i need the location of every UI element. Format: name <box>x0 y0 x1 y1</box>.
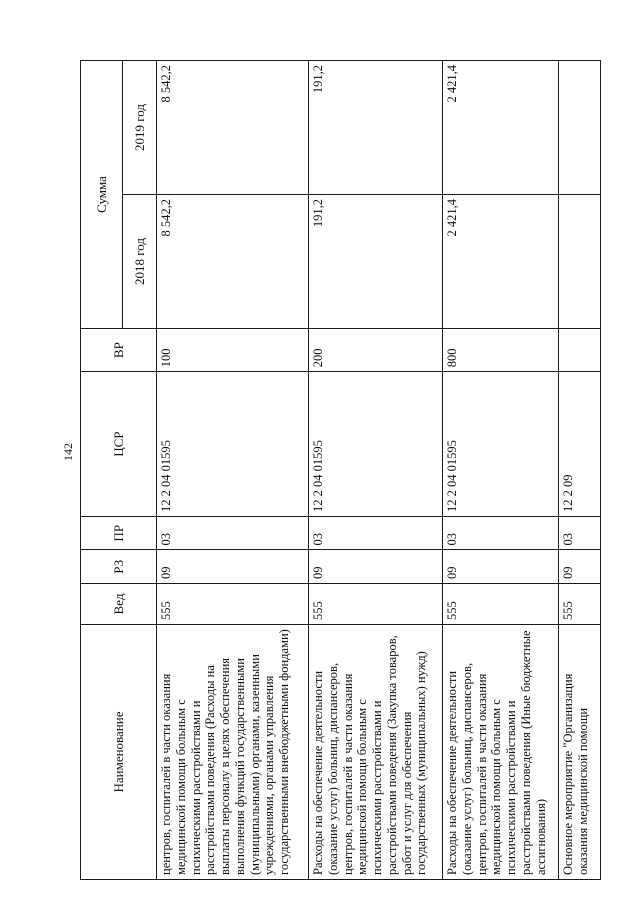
row-rz: 09 <box>443 550 559 583</box>
header-2019: 2019 год <box>123 61 157 195</box>
row-csr: 12 2 04 01595 <box>443 372 559 517</box>
row-pr: 03 <box>559 517 601 550</box>
row-ved: 555 <box>559 583 601 624</box>
row-vr: 200 <box>309 329 443 372</box>
row-ved: 555 <box>157 583 309 624</box>
row-rz: 09 <box>157 550 309 583</box>
row-2018: 8 542,2 <box>157 195 309 329</box>
row-pr: 03 <box>443 517 559 550</box>
header-csr: ЦСР <box>81 372 157 517</box>
header-ved: Вед <box>81 583 157 624</box>
row-csr: 12 2 09 <box>559 372 601 517</box>
row-name: центров, госпиталей в части оказания медицинской помощи больным с психическими расстройствами и расстройствами поведения (Расходы на выплаты персоналу в целях обеспечения выполнения функций государственными (муниципальными) органами, казенными учреждениями, органами управления государственными внебюджетными фондами) <box>157 625 309 880</box>
row-rz: 09 <box>559 550 601 583</box>
table-row <box>443 61 559 880</box>
row-name: Расходы на обеспечение деятельности (оказание услуг) больниц, диспансеров, центров, госпиталей в части оказания медицинской помощи больным с психическими расстройствами и расстройствами поведения (Иные бюджетные ассигнования) <box>443 625 559 880</box>
row-2018 <box>559 195 601 329</box>
header-pr: ПР <box>81 517 157 550</box>
table-row <box>309 61 443 880</box>
row-2018: 191,2 <box>309 195 443 329</box>
header-2018: 2018 год <box>123 195 157 329</box>
row-2019: 2 421,4 <box>443 61 559 195</box>
header-sum: Сумма <box>81 61 123 329</box>
rotated-page-content <box>80 60 600 880</box>
row-name: Расходы на обеспечение деятельности (оказание услуг) больниц, диспансеров, центров, госпиталей в части оказания медицинской помощи больным с психическими расстройствами и расстройствами поведения (Закупка товаров, работ и услуг для обеспечения государственных (муниципальных) нужд) <box>309 625 443 880</box>
header-row-1 <box>81 61 123 880</box>
budget-table <box>80 60 601 880</box>
row-csr: 12 2 04 01595 <box>157 372 309 517</box>
header-name: Наименование <box>81 625 157 880</box>
row-ved: 555 <box>309 583 443 624</box>
header-vr: ВР <box>81 329 157 372</box>
row-csr: 12 2 04 01595 <box>309 372 443 517</box>
row-2019: 191,2 <box>309 61 443 195</box>
row-2019 <box>559 61 601 195</box>
row-2018: 2 421,4 <box>443 195 559 329</box>
row-name: Основное мероприятие "Организация оказания медицинской помощи <box>559 625 601 880</box>
page-number: 142 <box>61 443 75 461</box>
table-row <box>559 61 601 880</box>
row-vr: 800 <box>443 329 559 372</box>
row-pr: 03 <box>157 517 309 550</box>
row-2019: 8 542,2 <box>157 61 309 195</box>
row-ved: 555 <box>443 583 559 624</box>
table-row <box>157 61 309 880</box>
header-rz: РЗ <box>81 550 157 583</box>
row-rz: 09 <box>309 550 443 583</box>
row-vr <box>559 329 601 372</box>
row-pr: 03 <box>309 517 443 550</box>
row-vr: 100 <box>157 329 309 372</box>
